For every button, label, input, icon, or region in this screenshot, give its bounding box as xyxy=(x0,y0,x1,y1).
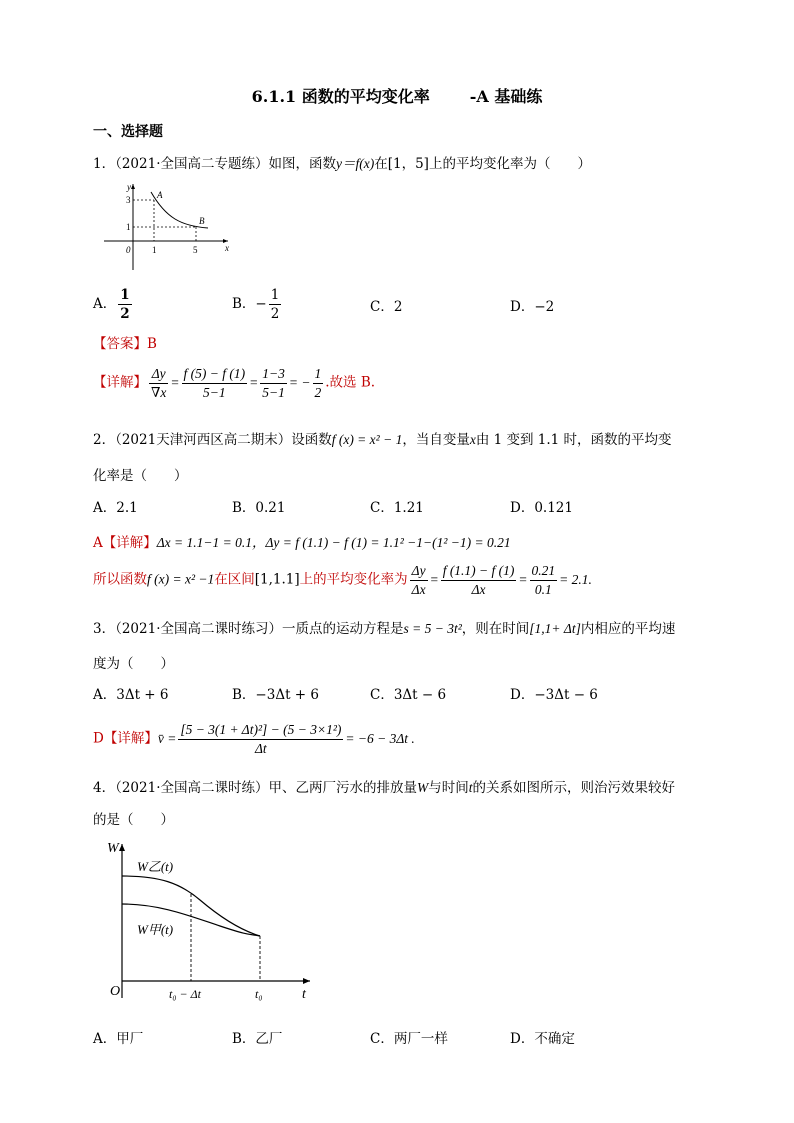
title-main: 6.1.1 函数的平均变化率 xyxy=(251,87,430,106)
q3-option-c: C．3Δt − 6 xyxy=(370,687,447,703)
q2-option-b: B．0.21 xyxy=(232,500,286,516)
svg-text:t₀: t₀ xyxy=(255,987,263,1001)
question-1-graph xyxy=(96,178,236,273)
svg-text:1: 1 xyxy=(126,222,131,232)
svg-text:A: A xyxy=(157,190,163,200)
question-2-stem: 2．（2021天津河西区高二期末）设函数f (x) = x² − 1，当自变量x由 1 变到 1.1 时，函数的平均变 xyxy=(93,432,672,448)
svg-text:O: O xyxy=(110,984,121,999)
q3-option-d: D．−3Δt − 6 xyxy=(510,687,598,703)
q2-solution-line1: A【详解】Δx = 1.1−1 = 0.1，Δy = f (1.1) − f (1) = 1.1² −1−(1² −1) = 0.21 xyxy=(93,535,511,551)
q2-option-a: A．2.1 xyxy=(93,500,138,516)
q3-solution: D【详解】v̄ = $\frac{\text{[5 − 3(1 + Δt)²] − (5 − 3×1²)}}{\Delta t}$ = −6 − 3Δt . xyxy=(93,722,415,756)
q2-option-d: D．0.121 xyxy=(510,500,573,516)
svg-text:W: W xyxy=(107,841,119,856)
title-sub: -A 基础练 xyxy=(469,87,543,106)
q2-solution-line2: 所以函数f (x) = x² −1在区间[1,1.1]上的平均变化率为 $\frac{\Delta y}{\Delta x}$ = $\frac{f (1.1) - f (1)}{\Delta x}$ = $\frac{0.21}{0.1}$ = 2.1. xyxy=(93,563,592,597)
q1-detail: 【详解】 $\frac{\Delta y}{\nabla x}$ = $\frac{f (5) - f (1)}{5-1}$ = $\frac{1-3}{5-1}$ = − $\frac{1}{2}$ .故选 B. xyxy=(93,366,376,400)
svg-text:5: 5 xyxy=(193,245,198,255)
q4-option-c: C．两厂一样 xyxy=(370,1031,448,1047)
q3-option-b: B．−3Δt + 6 xyxy=(232,687,319,703)
q4-option-a: A．甲厂 xyxy=(93,1031,144,1047)
svg-text:1: 1 xyxy=(152,245,157,255)
svg-text:x: x xyxy=(225,243,229,253)
page-title xyxy=(0,84,794,107)
q1-option-d: D．−2 xyxy=(510,299,555,315)
q2-option-c: C．1.21 xyxy=(370,500,424,516)
q1-option-a: A． $\frac{1}{2}$ xyxy=(93,287,130,322)
svg-text:t: t xyxy=(302,987,306,1002)
svg-text:B: B xyxy=(199,216,205,226)
question-3-stem: 3．（2021·全国高二课时练习）一质点的运动方程是s = 5 − 3t²，则在时间[1,1+ Δt]内相应的平均速 xyxy=(93,621,676,637)
q4-option-b: B．乙厂 xyxy=(232,1031,283,1047)
q3-option-a: A．3Δt + 6 xyxy=(93,687,169,703)
question-3-stem-line2: 度为（ ） xyxy=(93,656,174,672)
question-1-stem: 1．（2021·全国高二专题练）如图，函数y＝f(x)在[1，5]上的平均变化率为（ ） xyxy=(93,156,591,172)
q1-option-b: B．− $\frac{1}{2}$ xyxy=(232,287,280,322)
svg-text:3: 3 xyxy=(126,195,131,205)
question-4-stem-line2: 的是（ ） xyxy=(93,812,174,828)
question-2-stem-line2: 化率是（ ） xyxy=(93,468,188,484)
svg-text:W甲(t): W甲(t) xyxy=(137,922,174,937)
svg-text:t₀ − Δt: t₀ − Δt xyxy=(169,987,201,1001)
section-heading: 一、选择题 xyxy=(93,124,163,140)
svg-text:0: 0 xyxy=(126,245,131,255)
q1-option-c: C．2 xyxy=(370,299,403,315)
q4-option-d: D．不确定 xyxy=(510,1031,575,1047)
svg-text:W乙(t): W乙(t) xyxy=(137,859,174,874)
question-4-stem: 4．（2021·全国高二课时练）甲、乙两厂污水的排放量W与时间t的关系如图所示，则治污效果较好 xyxy=(93,780,676,796)
question-4-graph xyxy=(100,838,320,1008)
q1-answer: 【答案】B xyxy=(93,336,157,352)
svg-text:y: y xyxy=(127,182,131,192)
